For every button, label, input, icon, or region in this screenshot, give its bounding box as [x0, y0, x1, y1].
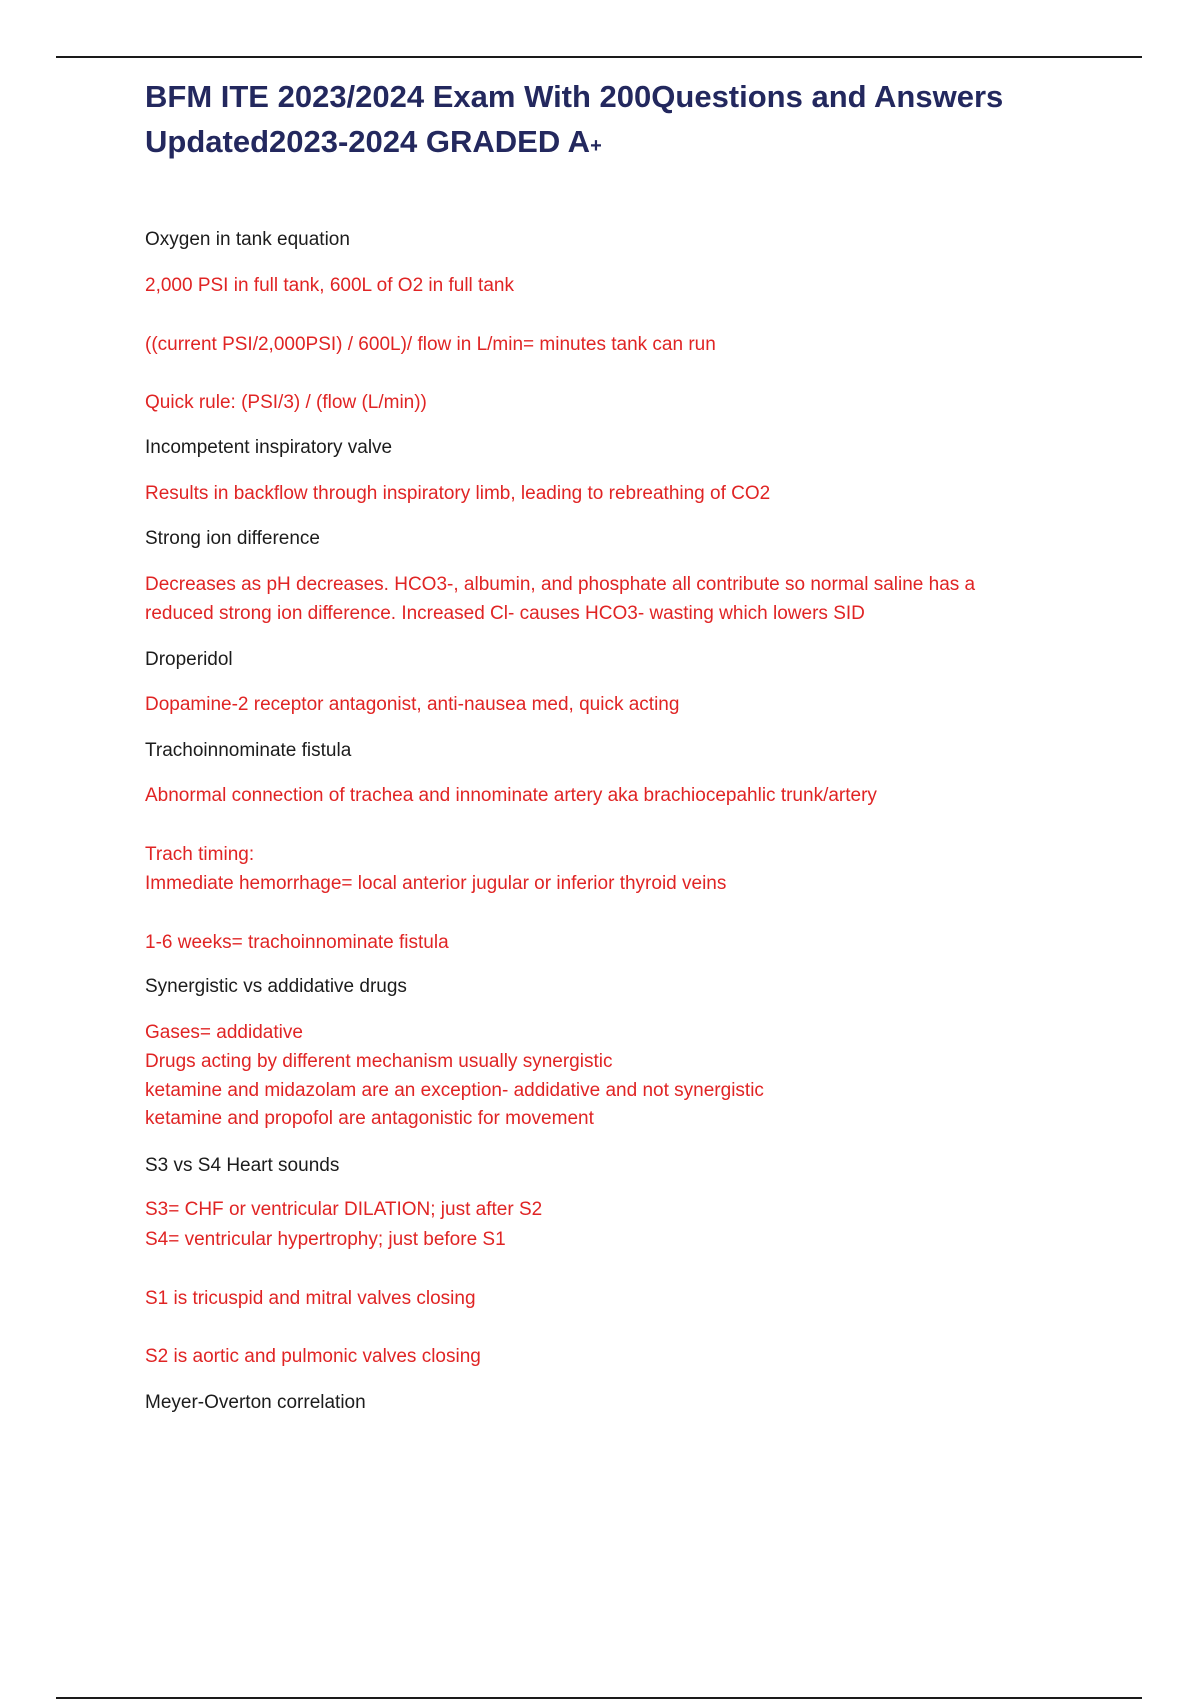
answer-text: Quick rule: (PSI/3) / (flow (L/min)): [145, 392, 427, 413]
answer-text: Trach timing:: [145, 844, 255, 865]
answer-text: reduced strong ion difference. Increased Cl- causes HCO3- wasting which lowers SID: [145, 603, 865, 624]
question-text: Meyer-Overton correlation: [145, 1392, 366, 1413]
question-text: Droperidol: [145, 649, 233, 670]
title-line-2: Updated2023-2024 GRADED A: [145, 124, 591, 159]
answer-text: S4= ventricular hypertrophy; just before S1: [145, 1229, 506, 1250]
answer-text: Dopamine-2 receptor antagonist, anti-nausea med, quick acting: [145, 694, 680, 715]
question-text: S3 vs S4 Heart sounds: [145, 1155, 340, 1176]
title-line-1: BFM ITE 2023/2024 Exam With 200Questions and Answers: [145, 79, 1004, 114]
document-title: [145, 74, 1145, 169]
answer-text: Gases= addidative: [145, 1022, 303, 1043]
answer-text: 2,000 PSI in full tank, 600L of O2 in full tank: [145, 275, 514, 296]
answer-text: Decreases as pH decreases. HCO3-, albumin, and phosphate all contribute so normal saline has a: [145, 574, 976, 595]
question-text: Trachoinnominate fistula: [145, 740, 352, 761]
answer-text: Drugs acting by different mechanism usually synergistic: [145, 1051, 613, 1072]
answer-text: ketamine and propofol are antagonistic for movement: [145, 1108, 594, 1129]
header-rule: [56, 56, 1142, 58]
answer-text: S1 is tricuspid and mitral valves closing: [145, 1288, 476, 1309]
answer-text: Results in backflow through inspiratory limb, leading to rebreathing of CO2: [145, 483, 771, 504]
answer-text: ketamine and midazolam are an exception- addidative and not synergistic: [145, 1080, 764, 1101]
answer-text: ((current PSI/2,000PSI) / 600L)/ flow in L/min= minutes tank can run: [145, 334, 716, 355]
title-plus-sign: +: [590, 135, 602, 157]
question-text: Incompetent inspiratory valve: [145, 437, 393, 458]
answer-text: Abnormal connection of trachea and innominate artery aka brachiocepahlic trunk/artery: [145, 785, 877, 806]
footer-rule: [56, 1697, 1142, 1699]
question-text: Synergistic vs addidative drugs: [145, 976, 407, 997]
answer-text: 1-6 weeks= trachoinnominate fistula: [145, 932, 449, 953]
question-text: Oxygen in tank equation: [145, 229, 350, 250]
answer-text: S3= CHF or ventricular DILATION; just after S2: [145, 1199, 543, 1220]
answer-text: S2 is aortic and pulmonic valves closing: [145, 1346, 481, 1367]
answer-text: Immediate hemorrhage= local anterior jugular or inferior thyroid veins: [145, 873, 727, 894]
question-text: Strong ion difference: [145, 528, 320, 549]
